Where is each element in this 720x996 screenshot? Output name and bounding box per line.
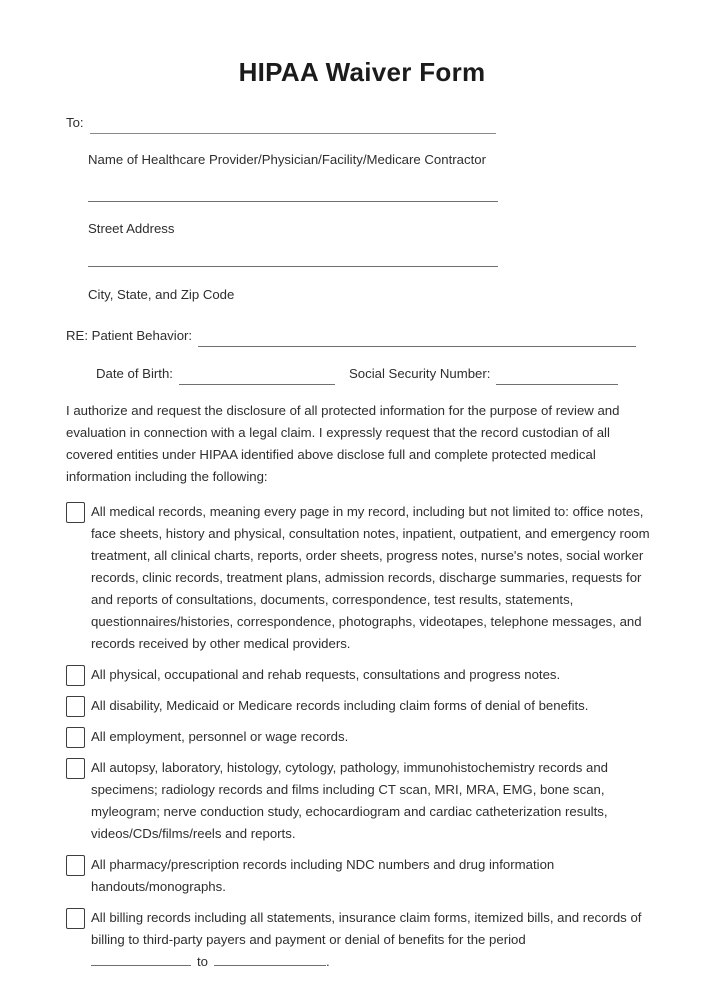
city-state-zip-input-line[interactable] bbox=[88, 266, 498, 267]
checklist-item-employment bbox=[66, 726, 658, 748]
checklist-item-pharmacy bbox=[66, 854, 658, 898]
billing-period-start-input-line[interactable] bbox=[91, 952, 191, 966]
checkbox-autopsy-lab[interactable] bbox=[66, 758, 85, 779]
to-input-line[interactable] bbox=[90, 117, 496, 134]
checklist-item-label: All employment, personnel or wage records. bbox=[91, 729, 349, 745]
checklist-item-autopsy-lab bbox=[66, 757, 658, 845]
checklist-item-billing bbox=[66, 907, 658, 973]
checklist-item-medical-records bbox=[66, 501, 658, 655]
checklist-item-label: All disability, Medicaid or Medicare records including claim forms of denial of benefits. bbox=[91, 698, 589, 714]
patient-behavior-input-line[interactable] bbox=[198, 331, 636, 347]
checklist-item-label: All pharmacy/prescription records including NDC numbers and drug information handouts/monographs. bbox=[91, 857, 555, 895]
to-row bbox=[66, 112, 658, 134]
checklist-item-label: All autopsy, laboratory, histology, cytology, pathology, immunohistochemistry records and specimens; radiology records and films including CT scan, MRI, MRA, EMG, bone scan, myleogram; nerve conduction study, echocardiogram and cardiac catheterization results, videos/CDs/films/reels and reports. bbox=[91, 760, 608, 842]
checkbox-disability-medicaid[interactable] bbox=[66, 696, 85, 717]
checklist-item-billing-text bbox=[91, 907, 658, 973]
records-checklist bbox=[66, 501, 658, 973]
date-of-birth-label: Date of Birth: bbox=[96, 366, 173, 381]
checklist-item-label: All physical, occupational and rehab requests, consultations and progress notes. bbox=[91, 667, 561, 683]
street-address-caption: Street Address bbox=[88, 221, 175, 236]
ssn-label: Social Security Number: bbox=[348, 366, 491, 381]
street-address-input-line[interactable] bbox=[88, 201, 498, 202]
checkbox-physical-rehab[interactable] bbox=[66, 665, 85, 686]
checklist-item-label: All medical records, meaning every page in my record, including but not limited to: office notes, face sheets, history and physical, consultation notes, inpatient, outpatient, and emergency room treatment, all clinical charts, reports, order sheets, progress notes, nurse's notes, social worker records, clinic records, treatment plans, admission records, discharge summaries, requests for and reports of consultations, documents, correspondence, test results, statements, questionnaires/histories, correspondence, photographs, videotapes, telephone messages, and records received by other medical providers. bbox=[91, 504, 650, 652]
ssn-input-line[interactable] bbox=[496, 369, 618, 385]
checklist-item-label: All billing records including all statements, insurance claim forms, itemized bills, and records of billing to third-party payers and payment or denial of benefits for the period bbox=[91, 910, 642, 948]
checkbox-medical-records[interactable] bbox=[66, 502, 85, 523]
billing-period-to-label: to bbox=[197, 954, 208, 970]
page-title: HIPAA Waiver Form bbox=[238, 57, 486, 87]
authorization-paragraph: I authorize and request the disclosure of all protected information for the purpose of review and evaluation in connection with a legal claim. I expressly request that the record custodian of all covered entities under HIPAA identified above disclose full and complete protected medical information including the following: bbox=[66, 403, 620, 484]
billing-period-terminator: . bbox=[326, 954, 330, 970]
checkbox-pharmacy[interactable] bbox=[66, 855, 85, 876]
checkbox-employment[interactable] bbox=[66, 727, 85, 748]
re-patient-behavior-label: RE: Patient Behavior: bbox=[66, 328, 193, 343]
date-of-birth-input-line[interactable] bbox=[179, 369, 335, 385]
provider-name-caption: Name of Healthcare Provider/Physician/Facility/Medicare Contractor bbox=[88, 152, 486, 167]
to-label: To: bbox=[66, 115, 84, 130]
checkbox-billing[interactable] bbox=[66, 908, 85, 929]
checklist-item-disability-medicaid bbox=[66, 695, 658, 717]
re-patient-behavior-row bbox=[66, 325, 658, 347]
city-state-zip-caption: City, State, and Zip Code bbox=[88, 287, 235, 302]
billing-period-row bbox=[91, 951, 658, 973]
billing-period-end-input-line[interactable] bbox=[214, 952, 326, 966]
dob-ssn-row bbox=[96, 363, 658, 385]
checklist-item-physical-rehab bbox=[66, 664, 658, 686]
